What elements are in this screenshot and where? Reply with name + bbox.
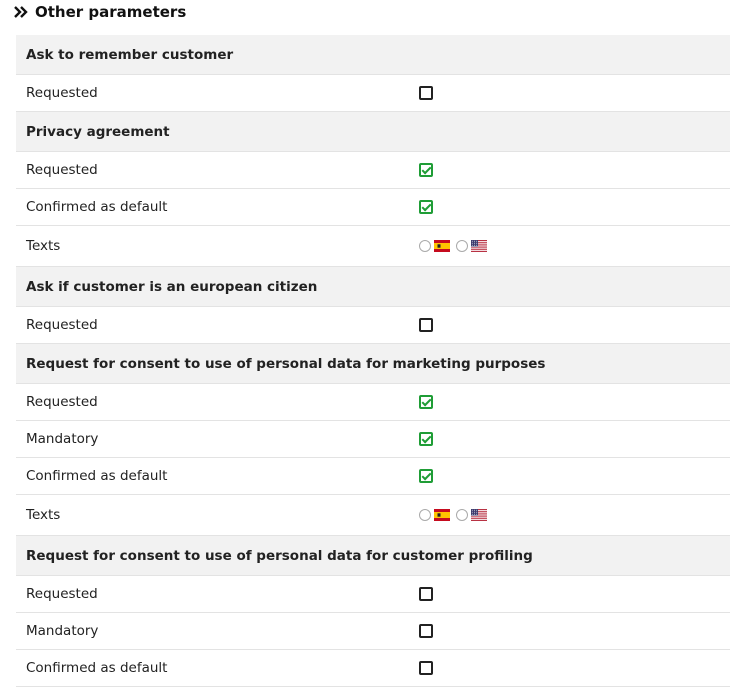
section-header-ask-if-customer-is-an-european-citizen xyxy=(16,267,730,307)
param-label: Requested xyxy=(26,394,98,410)
confirmed-as-default-checkbox[interactable] xyxy=(419,661,433,675)
section-title: Request for consent to use of personal data for customer profiling xyxy=(26,547,533,564)
double-chevron-right-icon xyxy=(14,6,28,18)
requested-checkbox[interactable] xyxy=(419,163,433,177)
heading-title: Other parameters xyxy=(35,3,187,21)
language-selector xyxy=(419,509,493,521)
confirmed-as-default-checkbox[interactable] xyxy=(419,469,433,483)
language-selector xyxy=(419,240,493,252)
requested-checkbox[interactable] xyxy=(419,318,433,332)
param-label: Texts xyxy=(26,507,61,523)
param-row-requested xyxy=(16,307,730,344)
param-label: Requested xyxy=(26,586,98,602)
param-label: Requested xyxy=(26,85,98,101)
requested-checkbox[interactable] xyxy=(419,395,433,409)
language-radio[interactable] xyxy=(419,509,431,521)
spain-flag-icon[interactable] xyxy=(434,509,450,521)
mandatory-checkbox[interactable] xyxy=(419,432,433,446)
section-header-request-for-consent-to-use-of-personal-data-for-marketing-purposes xyxy=(16,344,730,384)
param-row-confirmed-as-default xyxy=(16,189,730,226)
param-label: Confirmed as default xyxy=(26,199,168,215)
section-title: Ask to remember customer xyxy=(26,46,234,63)
param-label: Mandatory xyxy=(26,431,99,447)
language-radio[interactable] xyxy=(456,240,468,252)
mandatory-checkbox[interactable] xyxy=(419,624,433,638)
usa-flag-icon[interactable] xyxy=(471,240,487,252)
section-header-request-for-consent-to-use-of-personal-data-for-customer-profiling xyxy=(16,536,730,576)
param-label: Confirmed as default xyxy=(26,660,168,676)
param-row-texts xyxy=(16,495,730,536)
param-row-mandatory xyxy=(16,613,730,650)
section-header-ask-to-remember-customer xyxy=(16,35,730,75)
param-row-confirmed-as-default xyxy=(16,650,730,687)
param-label: Confirmed as default xyxy=(26,468,168,484)
param-label: Requested xyxy=(26,162,98,178)
param-label: Requested xyxy=(26,317,98,333)
parameters-table xyxy=(16,35,730,687)
section-title: Request for consent to use of personal data for marketing purposes xyxy=(26,355,546,372)
param-row-texts xyxy=(16,226,730,267)
language-radio[interactable] xyxy=(456,509,468,521)
confirmed-as-default-checkbox[interactable] xyxy=(419,200,433,214)
param-row-requested xyxy=(16,576,730,613)
param-row-requested xyxy=(16,152,730,189)
spain-flag-icon[interactable] xyxy=(434,240,450,252)
param-row-mandatory xyxy=(16,421,730,458)
section-header-privacy-agreement xyxy=(16,112,730,152)
requested-checkbox[interactable] xyxy=(419,86,433,100)
usa-flag-icon[interactable] xyxy=(471,509,487,521)
param-row-requested xyxy=(16,384,730,421)
param-row-confirmed-as-default xyxy=(16,458,730,495)
section-heading xyxy=(14,0,186,24)
language-radio[interactable] xyxy=(419,240,431,252)
param-row-requested xyxy=(16,75,730,112)
section-title: Ask if customer is an european citizen xyxy=(26,278,318,295)
requested-checkbox[interactable] xyxy=(419,587,433,601)
param-label: Mandatory xyxy=(26,623,99,639)
section-title: Privacy agreement xyxy=(26,123,170,140)
param-label: Texts xyxy=(26,238,61,254)
